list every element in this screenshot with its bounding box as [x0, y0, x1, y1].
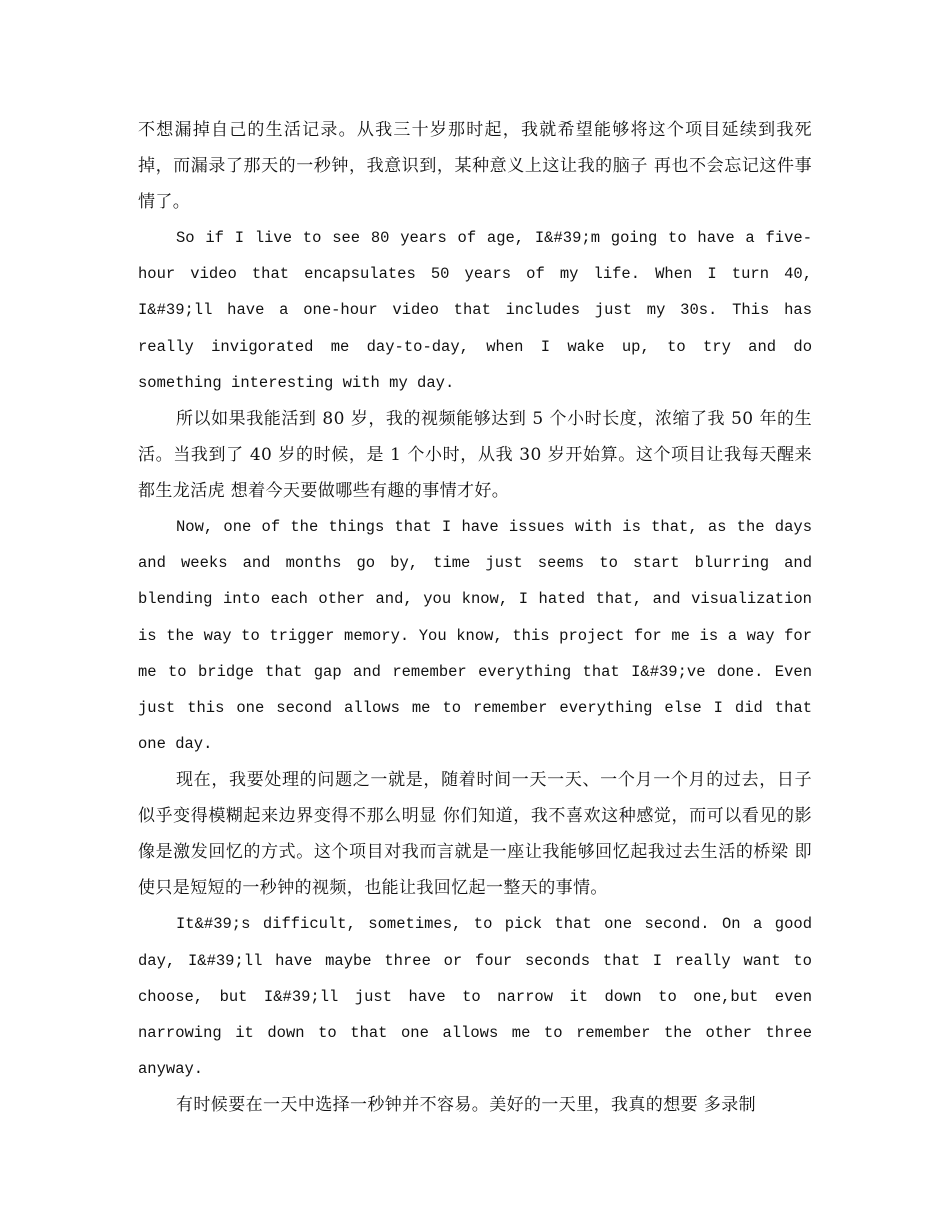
paragraph-zh-1: 不想漏掉自己的生活记录。从我三十岁那时起，我就希望能够将这个项目延续到我死掉，而漏录了那天的一秒钟，我意识到，某种意义上这让我的脑子 再也不会忘记这件事情了。 — [138, 120, 812, 212]
paragraph-en-1: So if I live to see 80 years of age, I&#39;m going to have a five-hour video that encapsulates 50 years of my life. When I turn 40, I&#39;ll have a one-hour video that includes just my 30s. This has really invigorated me day-to-day, when I wake up, to try and do something interesting with my day. — [138, 229, 812, 392]
paragraph-zh-4: 有时候要在一天中选择一秒钟并不容易。美好的一天里，我真的想要 多录制 — [176, 1095, 757, 1116]
paragraph-zh-3: 现在，我要处理的问题之一就是，随着时间一天一天、一个月一个月的过去，日子似乎变得模糊起来边界变得不那么明显 你们知道，我不喜欢这种感觉，而可以看见的影像是激发回忆的方式。这个项目对我而言就是一座让我能够回忆起我过去生活的桥梁 即使只是短短的一秒钟的视频，也能让我回忆起一整天的事情。 — [138, 770, 812, 899]
paragraph-zh-2: 所以如果我能活到 80 岁，我的视频能够达到 5 个小时长度，浓缩了我 50 年的生活。当我到了 40 岁的时候，是 1 个小时，从我 30 岁开始算。这个项目让我每天醒来都生龙活虎 想着今天要做哪些有趣的事情才好。 — [138, 409, 812, 502]
document-body — [138, 112, 812, 1123]
paragraph-en-3: It&#39;s difficult, sometimes, to pick that one second. On a good day, I&#39;ll have maybe three or four seconds that I really want to choose, but I&#39;ll just have to narrow it down to one,but even narrowing it down to that one allows me to remember the other three anyway. — [138, 915, 812, 1079]
paragraph-en-2: Now, one of the things that I have issues with is that, as the days and weeks and months go by, time just seems to start blurring and blending into each other and, you know, I hated that, and visualization is the way to trigger memory. You know, this project for me is a way for me to bridge that gap and remember everything that I&#39;ve done. Even just this one second allows me to remember everything else I did that one day. — [138, 518, 812, 754]
